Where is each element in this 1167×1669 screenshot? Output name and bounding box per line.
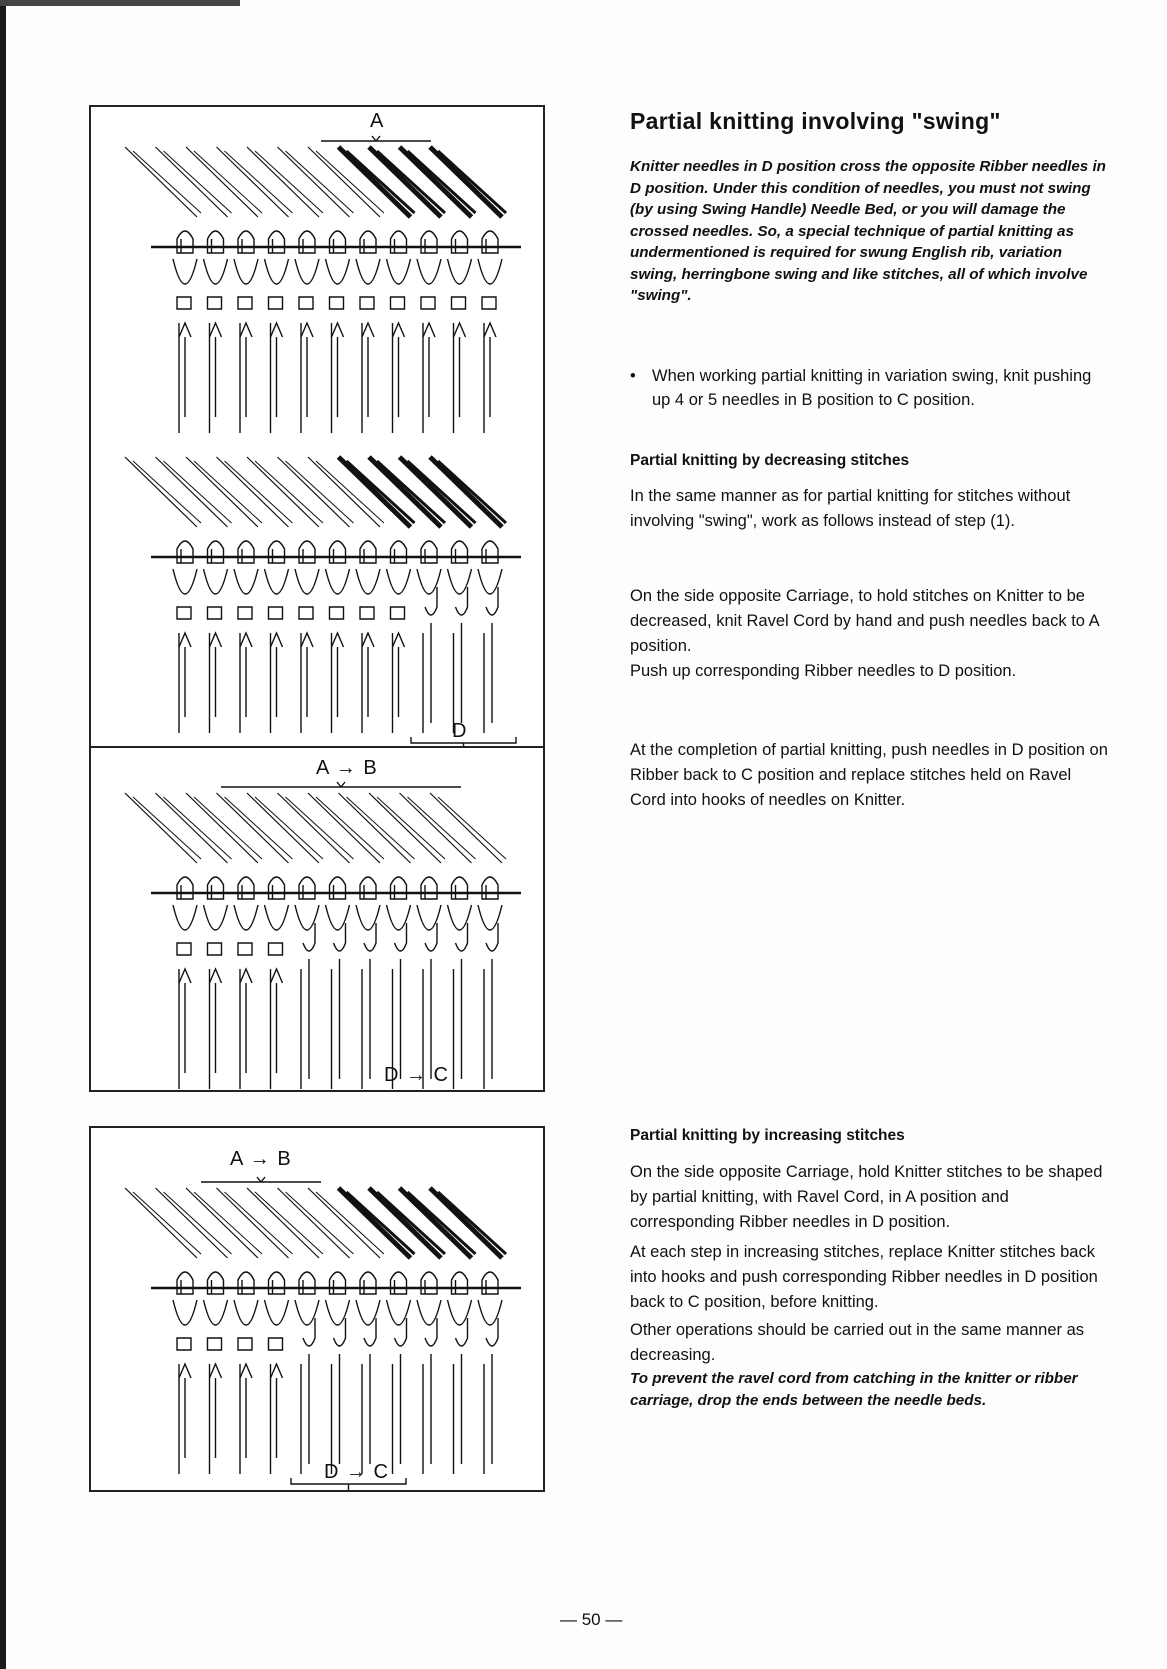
decreasing-p1: In the same manner as for partial knitting for stitches without involving "swing", work as follows instead of step (1). — [630, 487, 1071, 530]
figure-decreasing-group — [89, 105, 545, 752]
label-d-to-c-2: D → C — [324, 1461, 389, 1483]
page-title: Partial knitting involving "swing" — [630, 108, 1001, 134]
increasing-p3: Other operations should be carried out in the same manner as decreasing. — [630, 1321, 1085, 1364]
label-a-to-b: A → B — [316, 757, 378, 779]
knitting-diagram-3 — [91, 748, 543, 1090]
knitting-diagram-1 — [91, 107, 543, 437]
bullet-variation-swing: • When working partial knitting in variation swing, knit pushing up 4 or 5 needles in B position to C position. — [630, 364, 1110, 412]
increasing-p2: At each step in increasing stitches, replace Knitter stitches back into hooks and push corresponding Ribber needles in D position back to C position, before knitting. — [630, 1243, 1098, 1311]
page-edge-shadow — [0, 0, 6, 1669]
knitting-diagram-4 — [91, 1128, 543, 1490]
heading-increasing: Partial knitting by increasing stitches — [630, 1127, 905, 1144]
decreasing-p2b: Push up corresponding Ribber needles to D position. — [630, 662, 1017, 680]
page-number: — 50 — — [560, 1610, 623, 1629]
heading-decreasing: Partial knitting by decreasing stitches — [630, 452, 910, 469]
label-d-to-c: D → C — [384, 1064, 449, 1086]
increasing-p1: On the side opposite Carriage, hold Knitter stitches to be shaped by partial knitting, with Ravel Cord, in A position and corresponding Ribber needles in D position. — [630, 1163, 1103, 1231]
decreasing-p3: At the completion of partial knitting, push needles in D position on Ribber back to C position and replace stitches held on Ravel Cord into hooks of needles on Knitter. — [630, 741, 1108, 809]
figure-increasing — [89, 1126, 545, 1492]
label-d: D — [452, 720, 468, 742]
figure-decreasing-completion — [89, 746, 545, 1092]
knitting-diagram-2 — [91, 437, 543, 750]
decreasing-p2a: On the side opposite Carriage, to hold stitches on Knitter to be decreased, knit Ravel Cord by hand and push needles back to A position. — [630, 587, 1099, 655]
label-a: A — [370, 110, 385, 132]
increasing-note: To prevent the ravel cord from catching in the knitter or ribber carriage, drop the ends between the needle beds. — [630, 1370, 1078, 1409]
intro-paragraph: Knitter needles in D position cross the opposite Ribber needles in D position. Under this condition of needles, you must not swing (by using Swing Handle) Needle Bed, or you will damage the crossed needles. So, a special technique of partial knitting as undermentioned is required for swung English rib, variation swing, herringbone swing and like stitches, all of which involve "swing". — [630, 158, 1106, 304]
label-a-to-b-2: A → B — [230, 1148, 292, 1170]
page-edge-top — [0, 0, 240, 6]
